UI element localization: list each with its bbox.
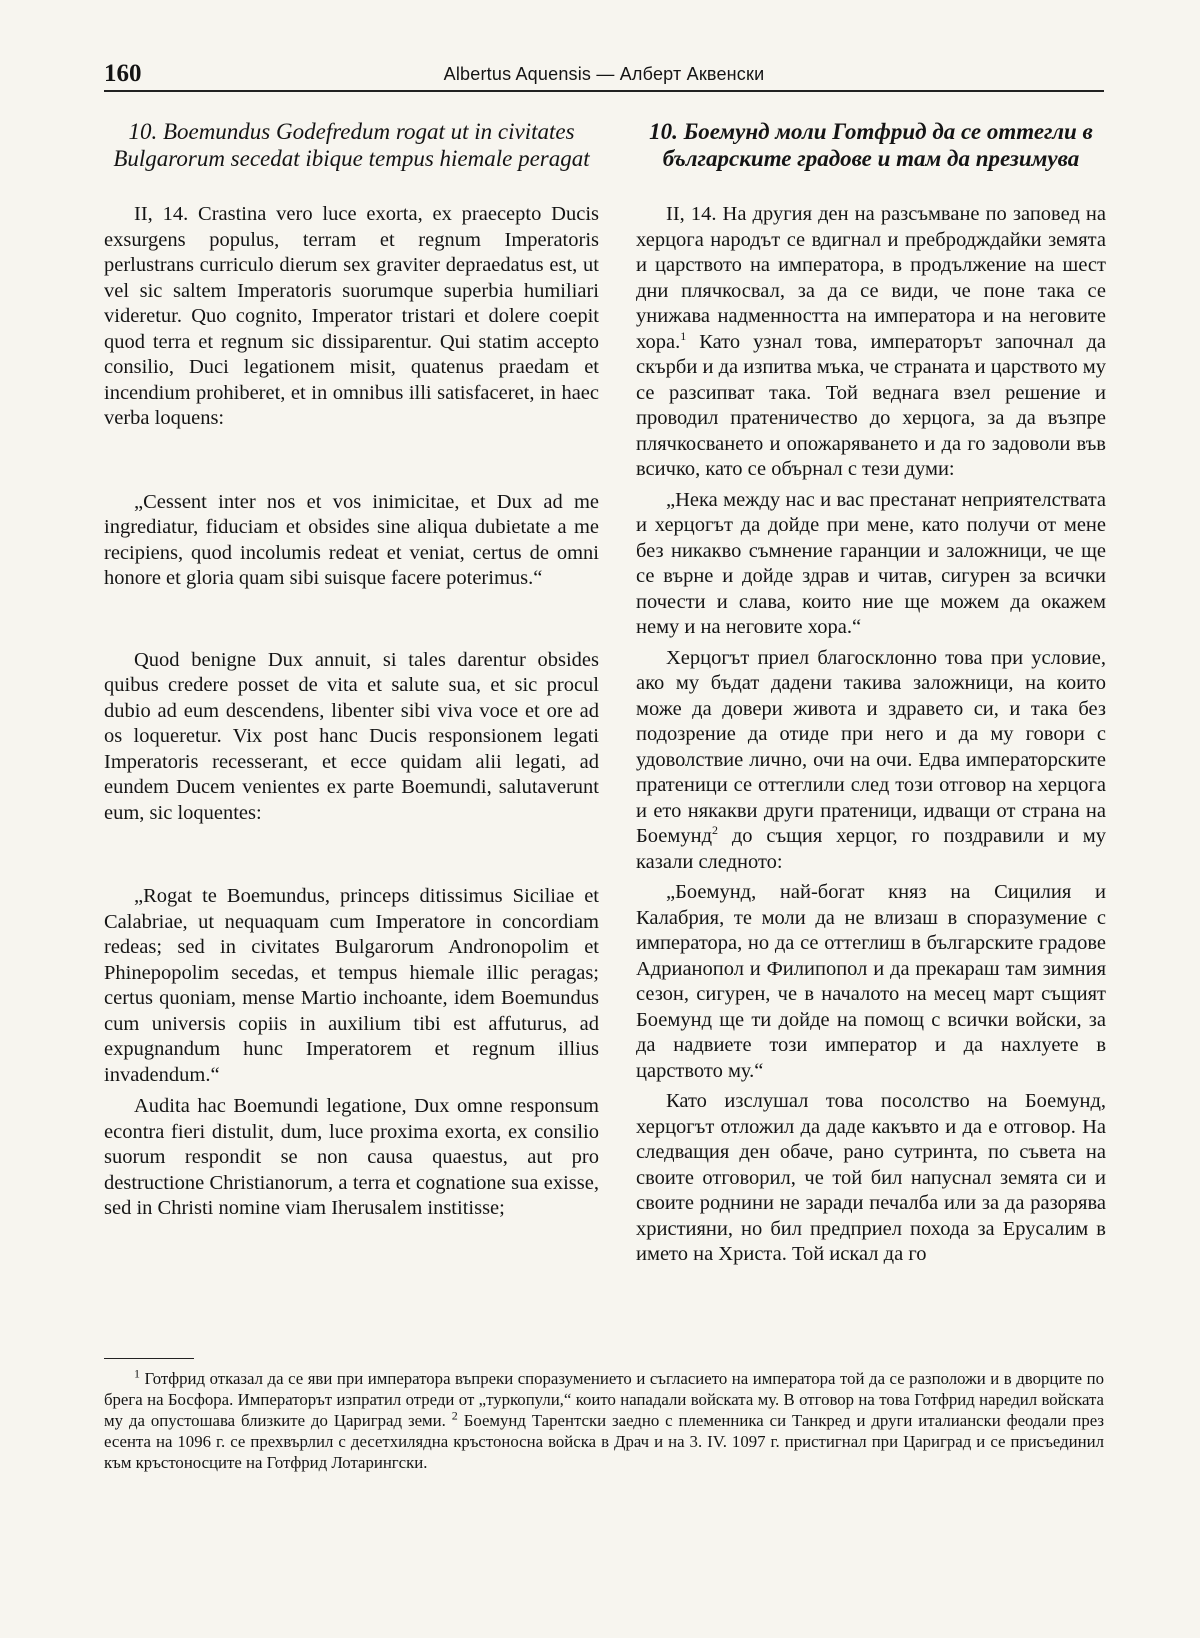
paragraph-text: II, 14. На другия ден на разсъмване по заповед на херцога народът се вдигнал и пребродждайки земята и царството на императора, в продължение на шест дни плячкосвал, за да се види, че поне така се унижава надменността на императора и на неговите хора. [636, 203, 1106, 353]
paragraph-text: до същия херцог, го поздравили и му казали следното: [636, 825, 1106, 873]
footnote-marker[interactable]: 2 [712, 823, 718, 838]
latin-column [104, 118, 599, 1222]
latin-paragraph: „Cessent inter nos et vos inimicitae, et Dux ad me ingrediatur, fiduciam et obsides sine aliqua dubietate a me recipiens, quod incolumis redeat et veniat, certus de omni honore et gloria quam sibi suisque facere poterimus.“ [104, 490, 599, 589]
bulgarian-paragraph: Като изслушал това посолство на Боемунд, херцогът отложил да даде какъвто и да е отговор. На следващия ден обаче, рано сутринта, по съвета на своите отговорил, че той бил напуснал земята си и своите роднини не заради печалба или за да разорява християни, но бил предприел похода за Ерусалим в името на Христа. Той искал да го [636, 1090, 1106, 1265]
footnote-text: Готфрид отказал да се яви при императора въпреки споразумението и съгласието на императора той да се разположи и в дворците по брега на Босфора. Императорът изпратил отреди от „туркопули,“ които нападали войската му. В отговор на това Готфрид наредил войската му да опустошава близките до Цариград земи. [104, 1369, 1104, 1430]
footnote-text: Боемунд Тарентски заедно с племенника си Танкред и други италиански феодали през есента на 1096 г. се прехвърлил с десетхилядна кръстоносна войска в Драч и на 3. IV. 1097 г. пристигнал при Цариград и се присъединил към кръстоносците на Готфрид Лотарингски. [104, 1411, 1105, 1472]
latin-chapter-heading: 10. Boemundus Godefredum rogat ut in civitates Bulgarorum secedat ibique tempus hiemale peragat [113, 119, 590, 171]
footnotes [104, 1368, 1104, 1473]
paragraph-text: Херцогът приел благосклонно това при условие, ако му бъдат дадени такива заложници, на които може да довери живота и здравето си, и така без подозрение да отиде при него и да му говори с удоволствие лично, очи на очи. Едва императорските пратеници се оттеглили след този отговор на херцога и ето някакви други пратеници, идващи от страна на Боемунд [636, 646, 1106, 847]
bulgarian-paragraph [636, 202, 1106, 483]
bulgarian-column [636, 118, 1106, 1268]
latin-paragraph: „Rogat te Boemundus, princeps ditissimus Siciliae et Calabriae, ut nequaquam cum Imperatore in concordiam redeas; sed in civitates Bulgarorum Andronopolim et Phinepopolim secedas, et tempus hiemale illic peragas; certus quoniam, mense Martio inchoante, idem Boemundus cum universis copiis in auxilium tibi est affuturus, ad expugnandum hunc Imperatorem et regnum illius invadendum.“ [104, 885, 599, 1086]
paragraph-text: Като узнал това, императорът започнал да скърби и да изпитва мъка, че страната и царството му се разсипват така. Той веднага взел решение и проводил пратеничество до херцога, за да възпре плячкосването и опожаряването и да го задоволи във всичко, като се обърнал с тези думи: [636, 330, 1106, 480]
bulgarian-paragraph: „Боемунд, най-богат княз на Сицилия и Калабрия, те моли да не влизаш в споразумение с императора, но да се оттеглиш в българските градове Адрианопол и Филипопол и да прекараш там зимния сезон, сигурен, че в началото на месец март същият Боемунд ще ти дойде на помощ с всички войски, за да надвиете този император и да нахлуете в царството му.“ [636, 881, 1106, 1082]
footnote-number: 1 [134, 1366, 140, 1381]
bulgarian-chapter-heading: 10. Боемунд моли Готфрид да се оттегли в българските градове и там да презимува [649, 119, 1093, 171]
footnote-rule [104, 1358, 194, 1359]
header-rule [104, 90, 1104, 92]
latin-paragraph: II, 14. Crastina vero luce exorta, ex praecepto Ducis exsurgens populus, terram et regnum Imperatoris perlustrans curriculo dierum sex graviter depraedatus est, ut vel sic saltem Imperatoris suorumque superbia humiliari videretur. Quo cognito, Imperator tristari et dolere coepit quod terra et regnum sic dissiparentur. Qui statim accepto consilio, Duci legationem misit, quatenus praedam et incendium prohiberet, et in omnibus illi satisfaceret, in haec verba loquens: [104, 203, 599, 429]
footnote-number: 2 [451, 1408, 458, 1423]
bulgarian-paragraph: „Нека между нас и вас престанат неприятелствата и херцогът да дойде при мене, като получи от мене без никакво съмнение гаранции и заложници, че ще се върне и дойде здрав и читав, сигурен за всички почести и слава, които ние ще можем да окажем нему и на неговите хора.“ [636, 488, 1106, 638]
running-title: Albertus Aquensis — Алберт Аквенски [443, 64, 765, 84]
page-header [104, 56, 1104, 90]
bulgarian-paragraph [636, 646, 1106, 876]
footnote-marker[interactable]: 1 [680, 328, 687, 343]
latin-paragraph: Quod benigne Dux annuit, si tales darentur obsides quibus credere posset de vita et salute sua, et sic procul dubio ad eum descendens, libenter sibi viva voce et ore ad os loqueretur. Vix post hanc Ducis responsionem legati Imperatoris recesserant, et ecce quidam alii legati, ad eundem Ducem venientes ex parte Boemundi, salutaverunt eum, sic loquentes: [104, 648, 599, 824]
page-number: 160 [104, 60, 142, 87]
latin-paragraph: Audita hac Boemundi legatione, Dux omne responsum econtra fieri distulit, dum, luce proxima exorta, ex consilio suorum respondit se non causa quaestus, aut pro destructione Christianorum, a terra et cognatione sua exisse, sed in Christi nomine viam Iherusalem institisse; [104, 1095, 599, 1219]
